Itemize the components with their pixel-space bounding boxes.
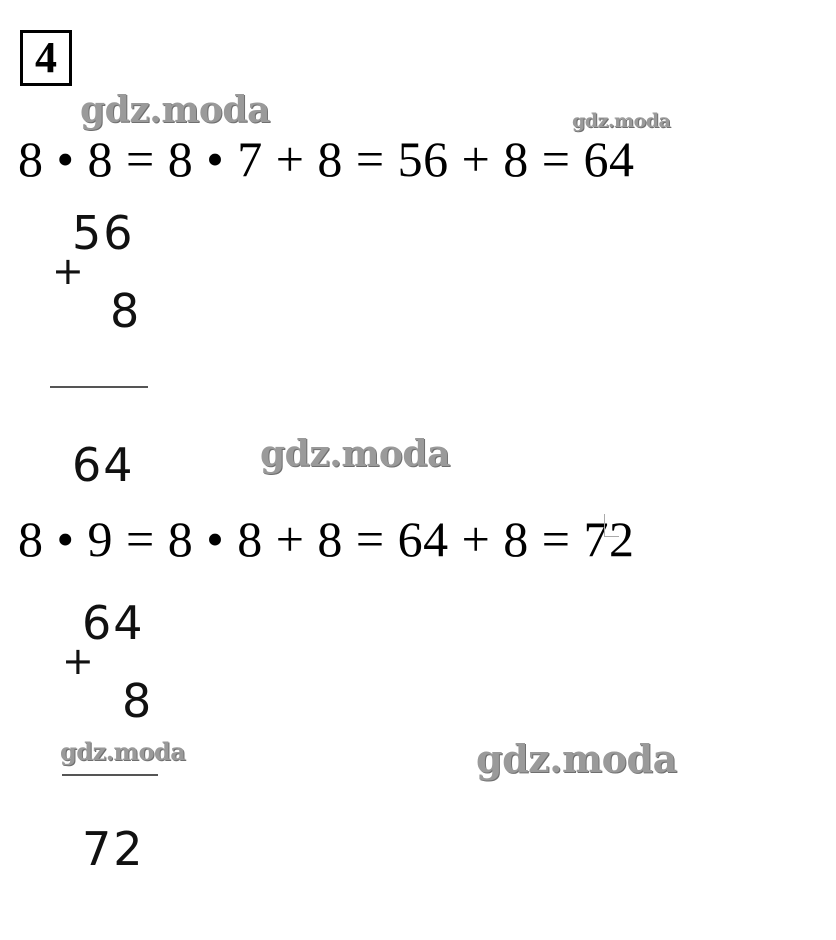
watermark: gdz.moda <box>476 736 677 781</box>
column-addend: 8 <box>122 674 154 728</box>
plus-sign: + <box>52 249 84 293</box>
equation-line-1: 8 • 8 = 8 • 7 + 8 = 56 + 8 = 64 <box>18 131 635 187</box>
watermark: gdz.moda <box>60 737 186 766</box>
sum-rule <box>62 774 158 776</box>
column-result: 64 <box>72 438 135 492</box>
watermark: gdz.moda <box>260 433 450 475</box>
task-number: 4 <box>35 33 57 82</box>
equation-line-2: 8 • 9 = 8 • 8 + 8 = 64 + 8 = 72 <box>18 511 635 567</box>
watermark: gdz.moda <box>80 89 270 131</box>
column-top-number: 64 <box>82 596 145 650</box>
watermark: gdz.moda <box>572 110 671 132</box>
task-number-box <box>20 30 72 86</box>
column-result: 72 <box>82 822 145 876</box>
sum-rule <box>50 386 148 388</box>
column-addend: 8 <box>110 284 142 338</box>
column-top-number: 56 <box>72 206 135 260</box>
scan-artifact <box>604 514 619 537</box>
plus-sign: + <box>62 639 94 683</box>
